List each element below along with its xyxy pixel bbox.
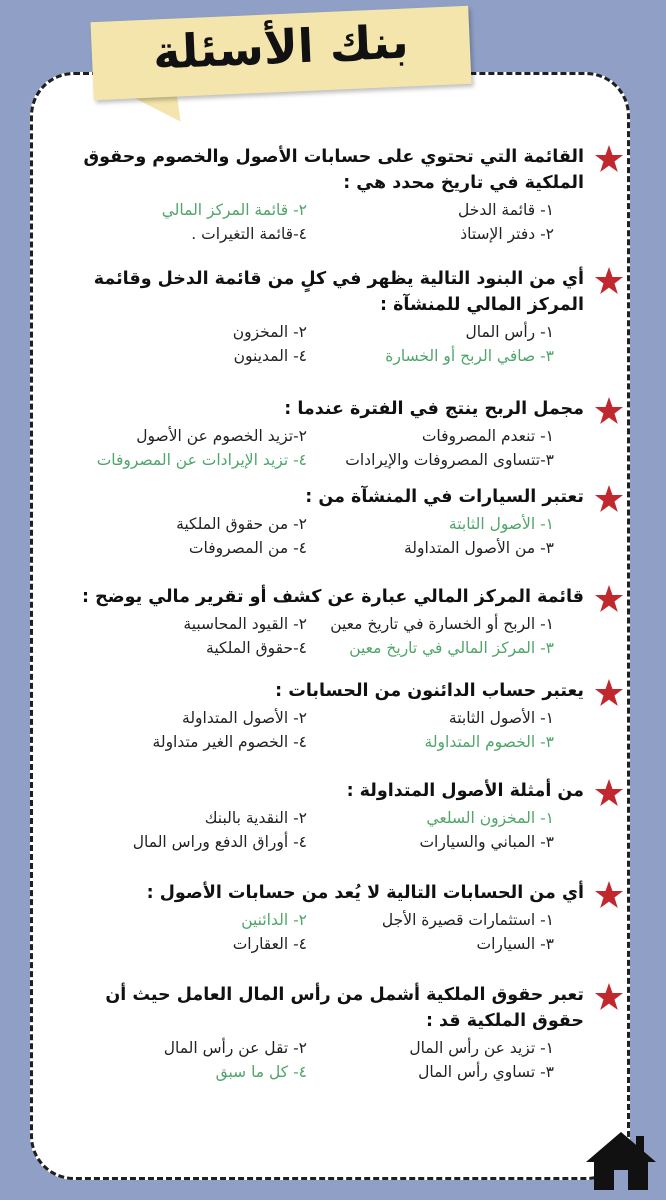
option[interactable]: ٢- الدائنين xyxy=(241,911,307,929)
option[interactable]: ٢- قائمة المركز المالي xyxy=(161,201,307,219)
option[interactable]: ٤-قائمة التغيرات . xyxy=(191,225,307,243)
star-icon xyxy=(594,982,624,1012)
option[interactable]: ١- قائمة الدخل xyxy=(458,201,554,219)
option[interactable]: ٢- دفتر الإستاذ xyxy=(460,225,554,243)
option[interactable]: ١- رأس المال xyxy=(465,323,554,341)
option[interactable]: ١- تزيد عن رأس المال xyxy=(409,1039,554,1057)
question-4 xyxy=(60,484,620,560)
option[interactable]: ٤- من المصروفات xyxy=(188,539,307,557)
option[interactable]: ١- استثمارات قصيرة الأجل xyxy=(381,911,554,929)
question-text: مجمل الربح ينتج في الفترة عندما : xyxy=(284,399,584,419)
options-grid xyxy=(60,512,584,560)
option[interactable]: ١- المخزون السلعي xyxy=(426,809,554,827)
option[interactable]: ٣- تساوي رأس المال xyxy=(418,1063,554,1081)
question-5 xyxy=(60,584,620,660)
question-text: تعبر حقوق الملكية أشمل من رأس المال العامل حيث أن حقوق الملكية قد : xyxy=(105,985,584,1031)
option[interactable]: ٣- من الأصول المتداولة xyxy=(403,539,554,557)
options-grid xyxy=(60,424,584,472)
option[interactable]: ١- الأصول الثابتة xyxy=(448,709,554,727)
question-6 xyxy=(60,678,620,754)
option[interactable]: ٣- صافي الربح أو الخسارة xyxy=(385,347,554,365)
option[interactable]: ٤- كل ما سبق xyxy=(215,1063,307,1081)
option[interactable]: ١- الربح أو الخسارة في تاريخ معين xyxy=(330,615,554,633)
star-icon xyxy=(594,880,624,910)
options-grid xyxy=(60,612,584,660)
option[interactable]: ٤- العقارات xyxy=(232,935,307,953)
options-grid xyxy=(60,806,584,854)
option[interactable]: ٣- الخصوم المتداولة xyxy=(424,733,554,751)
option[interactable]: ٤- أوراق الدفع وراس المال xyxy=(132,833,307,851)
option[interactable]: ١- تنعدم المصروفات xyxy=(421,427,554,445)
title-banner xyxy=(90,6,471,100)
question-8 xyxy=(60,880,620,956)
question-text: أي من البنود التالية يظهر في كلٍ من قائمة الدخل وقائمة المركز المالي للمنشآة : xyxy=(93,269,584,315)
option[interactable]: ١- الأصول الثابتة xyxy=(448,515,554,533)
option[interactable]: ٢- من حقوق الملكية xyxy=(176,515,307,533)
question-7 xyxy=(60,778,620,854)
option[interactable]: ٤- الخصوم الغير متداولة xyxy=(152,733,307,751)
option[interactable]: ٢- تقل عن رأس المال xyxy=(163,1039,307,1057)
question-3 xyxy=(60,396,620,472)
star-icon xyxy=(594,144,624,174)
home-icon[interactable] xyxy=(584,1130,658,1192)
option[interactable]: ٢- النقدية بالبنك xyxy=(204,809,307,827)
options-grid xyxy=(60,320,584,368)
option[interactable]: ٣-تتساوى المصروفات والإيرادات xyxy=(345,451,554,469)
option[interactable]: ٢- الأصول المتداولة xyxy=(182,709,307,727)
option[interactable]: ٢-تزيد الخصوم عن الأصول xyxy=(136,427,307,445)
option[interactable]: ٤-حقوق الملكية xyxy=(206,639,307,657)
star-icon xyxy=(594,584,624,614)
option[interactable]: ٣- السيارات xyxy=(476,935,554,953)
options-grid xyxy=(60,1036,584,1084)
question-text: من أمثلة الأصول المتداولة : xyxy=(346,781,584,801)
question-2 xyxy=(60,266,620,368)
options-grid xyxy=(60,198,584,246)
star-icon xyxy=(594,266,624,296)
options-grid xyxy=(60,908,584,956)
star-icon xyxy=(594,484,624,514)
option[interactable]: ٤- المدينون xyxy=(233,347,307,365)
page-title: بنك الأسئلة xyxy=(151,14,410,80)
option[interactable]: ٣- المباني والسيارات xyxy=(419,833,554,851)
option[interactable]: ٢- المخزون xyxy=(232,323,307,341)
option[interactable]: ٢- القيود المحاسبية xyxy=(183,615,307,633)
question-text: تعتبر السيارات في المنشآة من : xyxy=(305,487,584,507)
option[interactable]: ٤- تزيد الإيرادات عن المصروفات xyxy=(96,451,307,469)
star-icon xyxy=(594,778,624,808)
star-icon xyxy=(594,678,624,708)
option[interactable]: ٣- المركز المالي في تاريخ معين xyxy=(349,639,554,657)
question-text: أي من الحسابات التالية لا يُعد من حسابات الأصول : xyxy=(146,883,584,903)
question-text: يعتبر حساب الدائنون من الحسابات : xyxy=(275,681,584,701)
star-icon xyxy=(594,396,624,426)
question-9 xyxy=(60,982,620,1084)
question-1 xyxy=(60,144,620,246)
question-text: القائمة التي تحتوي على حسابات الأصول والخصوم وحقوق الملكية في تاريخ محدد هي : xyxy=(83,147,584,193)
options-grid xyxy=(60,706,584,754)
question-text: قائمة المركز المالي عبارة عن كشف أو تقرير مالي يوضح : xyxy=(81,587,584,607)
